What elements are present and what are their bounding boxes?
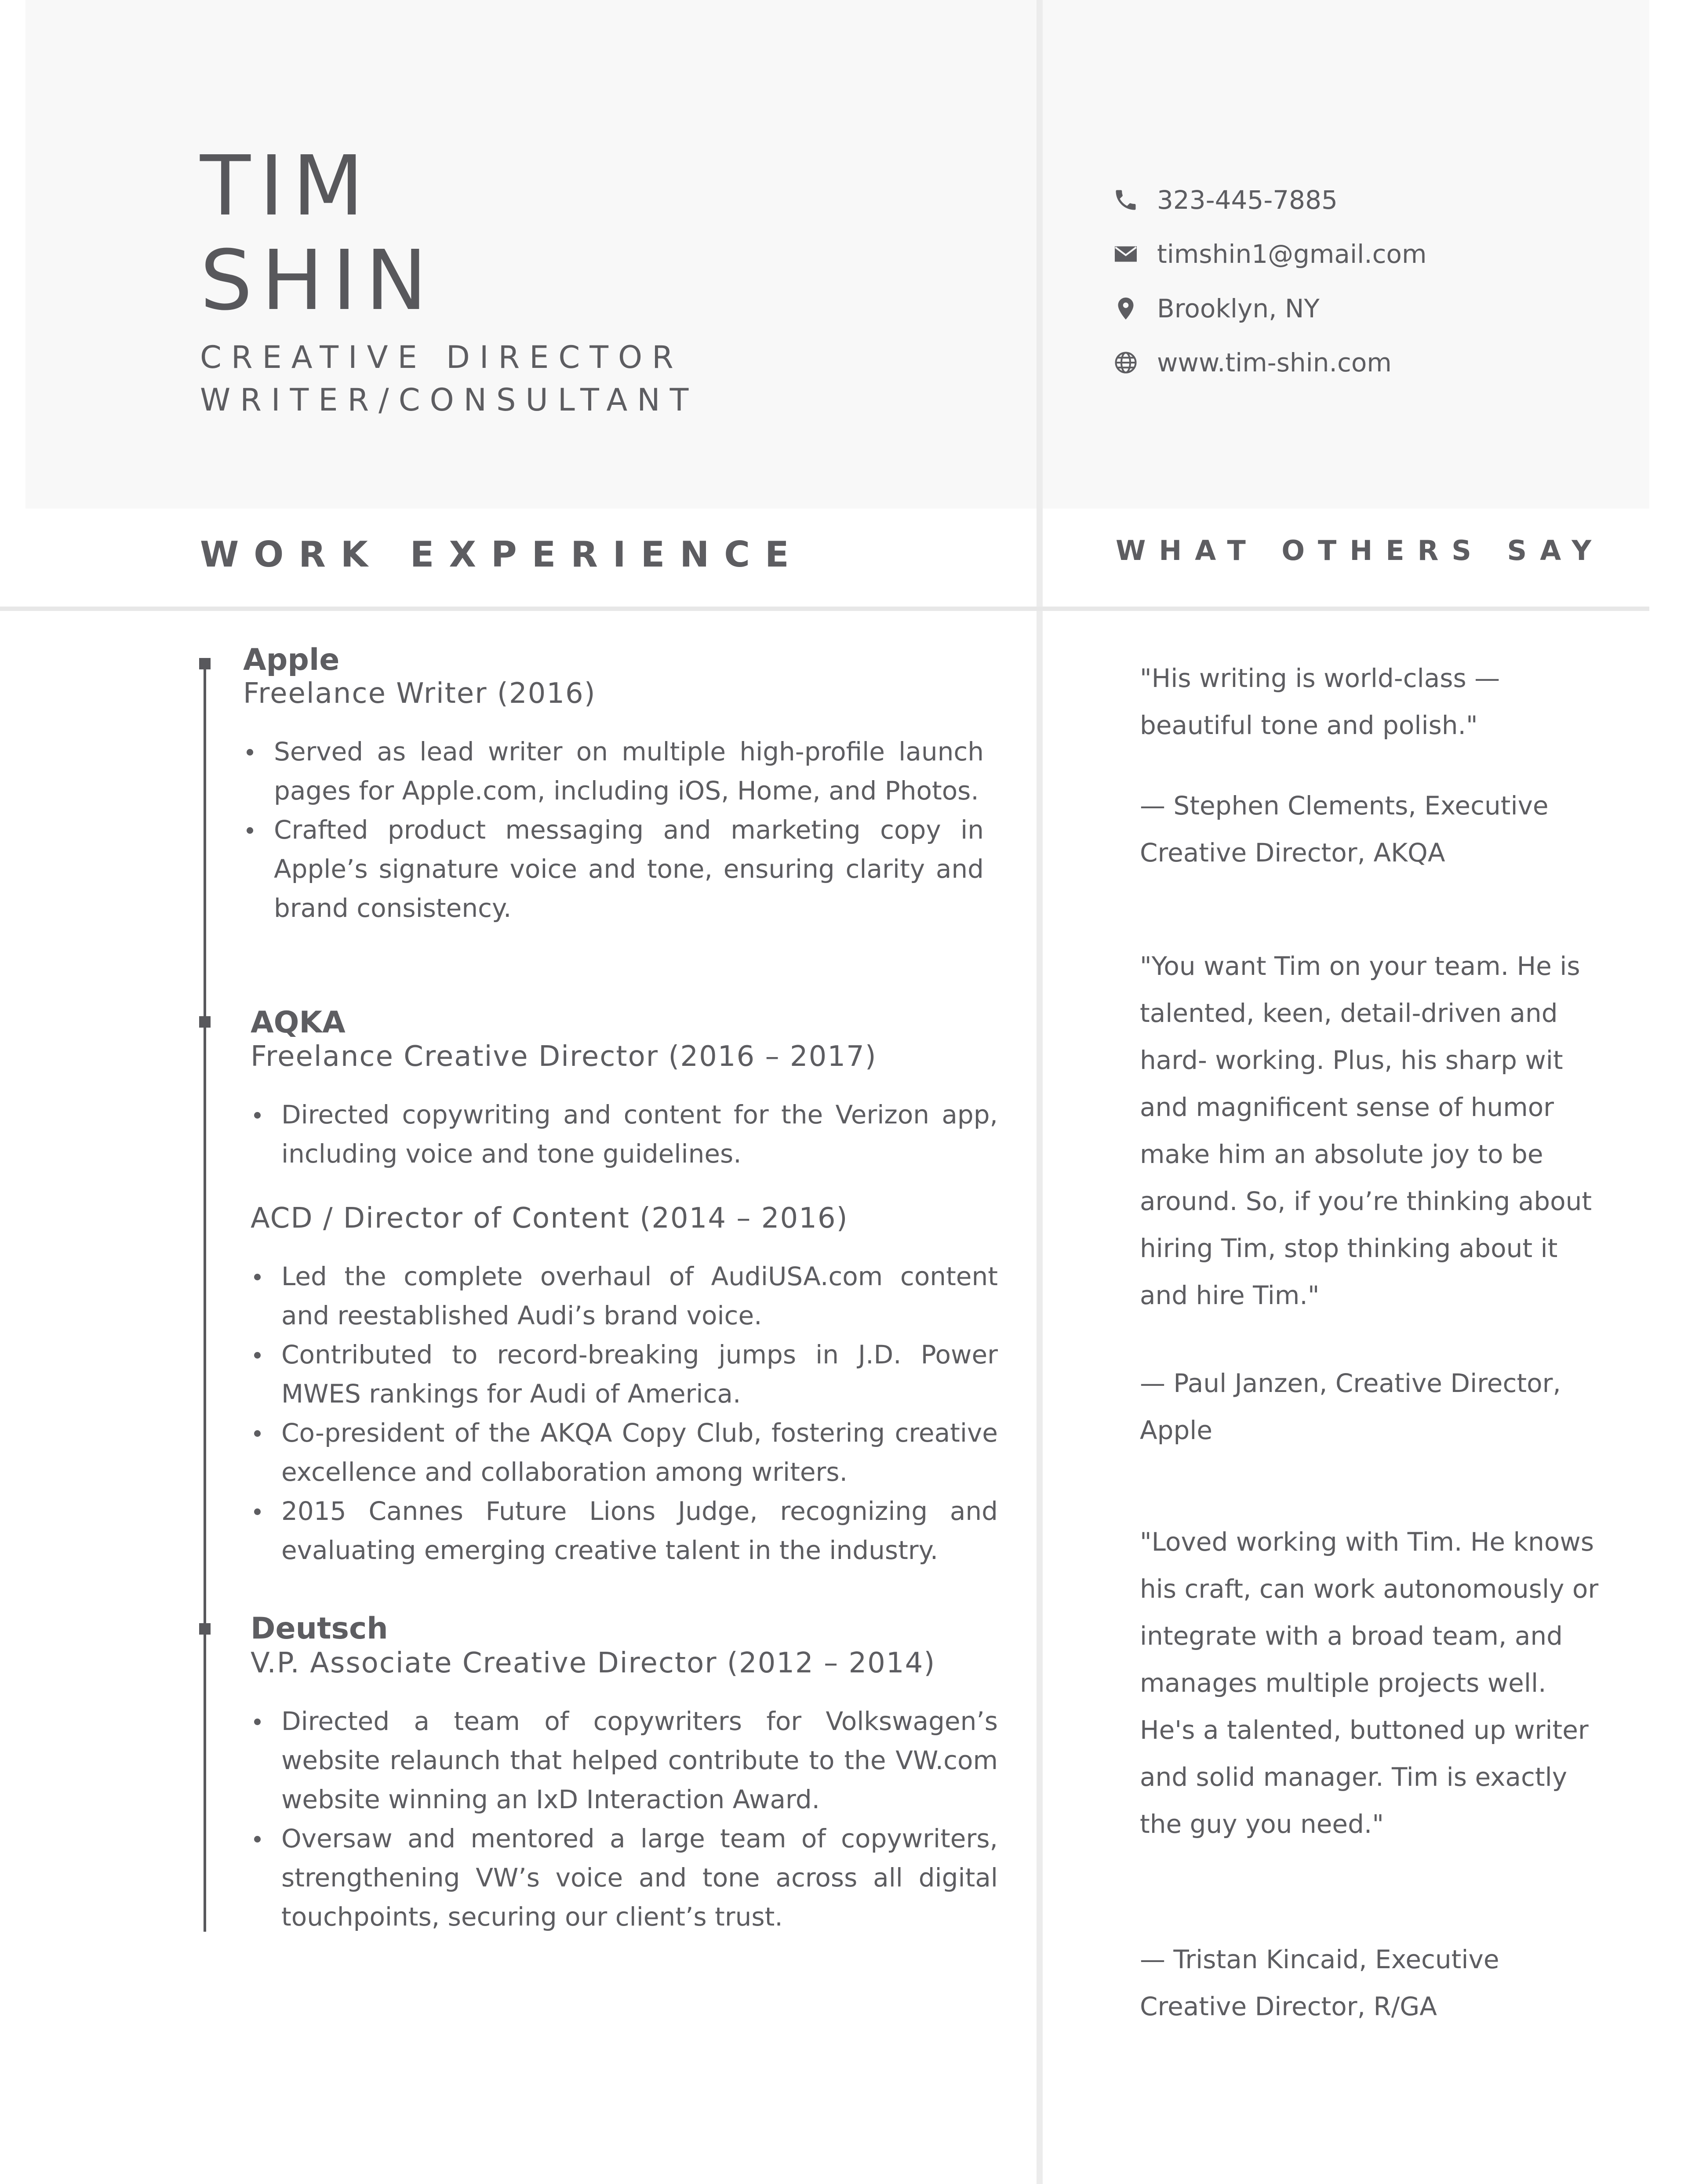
testimonial-author: — Tristan Kincaid, Executive Creative Director, R/GA (1140, 1944, 1499, 2021)
bullet-list (243, 732, 984, 928)
last-name: SHIN (200, 233, 436, 329)
globe-icon (1112, 349, 1139, 376)
testimonial-author: — Stephen Clements, Executive Creative Director, AKQA (1140, 791, 1549, 868)
bullet-item: Contributed to record-breaking jumps in J.D. Power MWES rankings for Audi of America. (251, 1335, 998, 1414)
email-address[interactable]: timshin1@gmail.com (1157, 239, 1427, 269)
timeline-line (204, 661, 206, 1932)
contact-website (1112, 347, 1392, 378)
job-title: V.P. Associate Creative Director (2012 – 2014) (251, 1647, 936, 1679)
job-title: ACD / Director of Content (2014 – 2016) (251, 1202, 848, 1235)
header-background-left (25, 0, 1037, 509)
contact-email (1112, 239, 1427, 269)
location-text: Brooklyn, NY (1157, 294, 1320, 323)
column-divider (1037, 0, 1043, 2184)
testimonial-quote: "His writing is world-class — beautiful tone and polish." (1140, 663, 1500, 740)
bullet-item: Oversaw and mentored a large team of copywriters, strengthening VW’s voice and tone across all digital touchpoints, securing our client’s trust. (251, 1819, 998, 1937)
job-title: Freelance Writer (2016) (243, 677, 596, 710)
company-name: AQKA (251, 1005, 346, 1040)
work-experience-heading: WORK EXPERIENCE (200, 534, 804, 575)
bullet-item: Led the complete overhaul of AudiUSA.com content and reestablished Audi’s brand voice. (251, 1257, 998, 1335)
timeline-marker (199, 1016, 211, 1028)
company-name: Deutsch (251, 1611, 388, 1646)
bullet-item: Served as lead writer on multiple high-profile launch pages for Apple.com, including iOS, Home, and Photos. (243, 732, 984, 810)
timeline-marker (199, 658, 211, 669)
section-divider (0, 607, 1649, 611)
email-icon (1112, 240, 1139, 268)
testimonial-quote: "Loved working with Tim. He knows his craft, can work autonomously or integrate with a broad team, and manages multiple projects well. He's a talented, buttoned up writer and solid manager. Tim is exactly the guy you need." (1140, 1527, 1599, 1839)
bullet-item: Crafted product messaging and marketing copy in Apple’s signature voice and tone, ensuring clarity and brand consistency. (243, 810, 984, 928)
bullet-item: Directed copywriting and content for the Verizon app, including voice and tone guidelines. (251, 1095, 998, 1174)
bullet-list (251, 1095, 998, 1174)
bullet-list (251, 1257, 998, 1570)
contact-phone (1112, 185, 1338, 215)
bullet-list (251, 1702, 998, 1937)
job-title: Freelance Creative Director (2016 – 2017) (251, 1040, 877, 1073)
bullet-item: Co-president of the AKQA Copy Club, fostering creative excellence and collaboration among writers. (251, 1414, 998, 1492)
phone-icon (1112, 186, 1139, 214)
role-title-1: CREATIVE DIRECTOR (200, 339, 683, 375)
first-name: TIM (200, 138, 373, 234)
location-pin-icon (1112, 295, 1139, 322)
contact-location (1112, 293, 1320, 324)
what-others-say-heading: WHAT OTHERS SAY (1116, 534, 1605, 567)
role-title-2: WRITER/CONSULTANT (200, 382, 698, 418)
phone-number[interactable]: 323-445-7885 (1157, 185, 1338, 215)
testimonial-author: — Paul Janzen, Creative Director, Apple (1140, 1368, 1561, 1445)
timeline-marker (199, 1623, 211, 1635)
company-name: Apple (243, 643, 340, 677)
website-link[interactable]: www.tim-shin.com (1157, 348, 1392, 378)
bullet-item: 2015 Cannes Future Lions Judge, recognizing and evaluating emerging creative talent in the industry. (251, 1492, 998, 1570)
testimonial-quote: "You want Tim on your team. He is talented, keen, detail-driven and hard- working. Plus, his sharp wit and magnificent sense of humor make him an absolute joy to be around. So, if you’re thinking about hiring Tim, stop thinking about it and hire Tim." (1140, 951, 1592, 1310)
bullet-item: Directed a team of copywriters for Volkswagen’s website relaunch that helped contribute to the VW.com website winning an IxD Interaction Award. (251, 1702, 998, 1819)
